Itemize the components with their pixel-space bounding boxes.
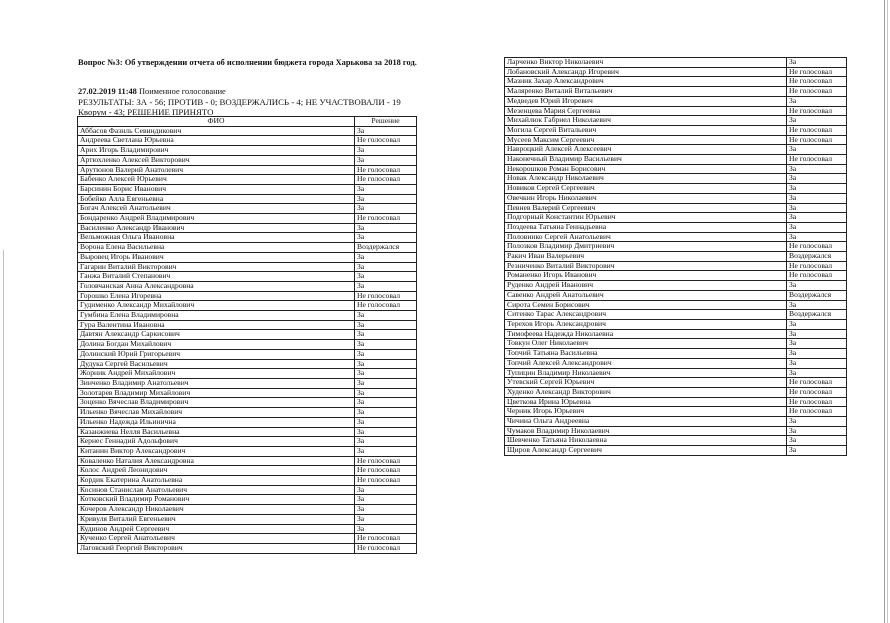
deputy-name: Артюхленко Алексей Викторович (78, 155, 355, 165)
vote-datetime-line (78, 87, 423, 97)
table-header-row (78, 117, 417, 127)
deputy-name: Василенко Александр Иванович (78, 223, 355, 233)
vote-decision: За (787, 426, 847, 436)
deputy-name: Котковский Владимир Романович (78, 495, 355, 505)
table-row (78, 524, 417, 534)
vote-decision: За (355, 146, 417, 156)
vote-decision: За (355, 184, 417, 194)
deputy-name: Могила Сергей Витальевич (505, 125, 787, 135)
deputy-name: Кернес Геннадий Адольфович (78, 437, 355, 447)
vote-decision: Не голосовал (787, 387, 847, 397)
vote-decision: Не голосовал (355, 136, 417, 146)
table-row (505, 242, 847, 252)
deputy-name: Тимофеева Надежда Николаевна (505, 329, 787, 339)
deputy-name: Овечкин Игорь Николаевич (505, 193, 787, 203)
table-row (78, 485, 417, 495)
table-row (505, 319, 847, 329)
deputy-name: Ситенко Тарас Александрович (505, 310, 787, 320)
table-row (505, 145, 847, 155)
table-row (505, 155, 847, 165)
deputy-name: Дудука Сергей Васильевич (78, 359, 355, 369)
deputy-name: Утевский Сергей Юрьевич (505, 378, 787, 388)
table-row (78, 311, 417, 321)
scan-edge-left (3, 250, 4, 623)
table-row (78, 408, 417, 418)
vote-decision: За (355, 378, 417, 388)
table-row (505, 174, 847, 184)
deputy-name: Черник Игорь Юрьевич (505, 407, 787, 417)
table-row (505, 271, 847, 281)
deputy-name: Долинский Юрий Григорьевич (78, 349, 355, 359)
vote-decision: За (355, 340, 417, 350)
deputy-name: Лаговский Георгий Викторович (78, 543, 355, 553)
vote-decision: Не голосовал (787, 135, 847, 145)
deputy-name: Головчанская Анна Александровна (78, 281, 355, 291)
deputy-name: Гумбина Елена Владимировна (78, 311, 355, 321)
vote-type: Поименное голосование (138, 87, 226, 96)
table-row (78, 359, 417, 369)
vote-decision: За (787, 446, 847, 456)
vote-decision: За (787, 358, 847, 368)
table-row (78, 165, 417, 175)
vote-decision: За (787, 116, 847, 126)
vote-decision: За (787, 203, 847, 213)
deputy-name: Щиров Александр Сергеевич (505, 446, 787, 456)
table-row (505, 387, 847, 397)
deputy-name: Богач Алексей Анатольевич (78, 204, 355, 214)
table-row (78, 291, 417, 301)
table-row (505, 87, 847, 97)
vote-decision: Не голосовал (787, 77, 847, 87)
vote-decision: За (355, 369, 417, 379)
table-row (78, 437, 417, 447)
deputy-name: Половинко Сергей Анатольевич (505, 232, 787, 242)
vote-decision: За (355, 330, 417, 340)
deputy-name: Романенко Игорь Иванович (505, 271, 787, 281)
vote-decision: За (787, 368, 847, 378)
deputy-name: Коваленко Наталия Александровна (78, 456, 355, 466)
table-row (78, 262, 417, 272)
table-row (78, 146, 417, 156)
vote-decision: Воздержался (787, 310, 847, 320)
vote-decision: Не голосовал (787, 155, 847, 165)
deputy-name: Чичина Ольга Андреевна (505, 417, 787, 427)
vote-decision: Не голосовал (787, 397, 847, 407)
deputy-name: Терехов Игорь Александрович (505, 319, 787, 329)
column-header-decision: Решение (355, 117, 417, 127)
results-counts: РЕЗУЛЬТАТЫ: ЗА - 56; ПРОТИВ - 0; ВОЗДЕРЖАЛИСЬ - 4; НЕ УЧАСТВОВАЛИ - 19 (78, 97, 401, 107)
deputy-name: Гура Валентина Ивановна (78, 320, 355, 330)
deputy-name: Аббасов Фазиль Севиндикович (78, 126, 355, 136)
deputy-name: Певнев Валерий Сергеевич (505, 203, 787, 213)
table-row (505, 358, 847, 368)
table-row (78, 514, 417, 524)
deputy-name: Лобановский Александр Игоревич (505, 67, 787, 77)
table-row (78, 194, 417, 204)
deputy-name: Вельможная Ольга Ивановна (78, 233, 355, 243)
vote-decision: За (787, 436, 847, 446)
vote-decision: Не голосовал (787, 106, 847, 116)
vote-decision: За (355, 505, 417, 515)
table-row (78, 417, 417, 427)
deputy-name: Гудименко Александр Михайлович (78, 301, 355, 311)
table-row (505, 203, 847, 213)
table-row (505, 446, 847, 456)
table-row (78, 281, 417, 291)
deputy-name: Мазник Захар Александрович (505, 77, 787, 87)
vote-results (78, 97, 423, 117)
deputy-name: Худенко Александр Викторович (505, 387, 787, 397)
deputy-name: Барсинин Борис Иванович (78, 184, 355, 194)
table-row (78, 476, 417, 486)
vote-decision: Воздержался (787, 290, 847, 300)
table-row (505, 96, 847, 106)
table-row (78, 272, 417, 282)
deputy-name: Михайлюк Габриел Николаевич (505, 116, 787, 126)
vote-decision: За (355, 417, 417, 427)
table-row (505, 135, 847, 145)
table-row (78, 378, 417, 388)
deputy-name: Кученко Сергей Анатольевич (78, 534, 355, 544)
vote-decision: Не голосовал (355, 456, 417, 466)
vote-decision: Не голосовал (355, 214, 417, 224)
table-row (78, 340, 417, 350)
table-row (78, 495, 417, 505)
deputy-name: Косинов Станислав Анатольевич (78, 485, 355, 495)
deputy-name: Казанжиева Нелля Васильевна (78, 427, 355, 437)
deputy-name: Ганжа Виталий Степанович (78, 272, 355, 282)
vote-decision: Не голосовал (787, 261, 847, 271)
vote-decision: За (355, 524, 417, 534)
vote-decision: Не голосовал (787, 407, 847, 417)
deputy-name: Товкун Олег Николаевич (505, 339, 787, 349)
table-row (505, 329, 847, 339)
vote-decision: За (787, 232, 847, 242)
vote-decision: Не голосовал (355, 534, 417, 544)
vote-decision: За (355, 427, 417, 437)
vote-decision: За (787, 349, 847, 359)
vote-decision: За (355, 388, 417, 398)
deputy-name: Медведев Юрий Игоревич (505, 96, 787, 106)
vote-decision: За (787, 213, 847, 223)
table-row (78, 175, 417, 185)
deputy-name: Кудинов Андрей Сергеевич (78, 524, 355, 534)
vote-decision: За (355, 320, 417, 330)
vote-decision: Не голосовал (355, 466, 417, 476)
table-row (78, 349, 417, 359)
deputy-name: Цветкова Ирина Юрьевна (505, 397, 787, 407)
deputy-name: Ракич Иван Валерьевич (505, 252, 787, 262)
deputy-name: Полозков Владимир Дмитриевич (505, 242, 787, 252)
table-row (78, 446, 417, 456)
table-row (505, 417, 847, 427)
table-row (505, 368, 847, 378)
deputy-name: Арутюнов Валерий Анатолевич (78, 165, 355, 175)
deputy-name: Топчий Татьяна Васильевна (505, 349, 787, 359)
table-row (78, 204, 417, 214)
vote-decision: Не голосовал (787, 271, 847, 281)
table-row (78, 388, 417, 398)
deputy-name: Некорошков Роман Борисович (505, 164, 787, 174)
results-quorum: Кворум - 43; РЕШЕНИЕ ПРИНЯТО (78, 107, 214, 117)
vote-decision: Не голосовал (787, 378, 847, 388)
table-row (505, 378, 847, 388)
table-row (78, 243, 417, 253)
deputy-name: Кордик Екатерина Анатольевна (78, 476, 355, 486)
table-row (505, 58, 847, 68)
vote-decision: За (787, 96, 847, 106)
table-row (505, 407, 847, 417)
vote-decision: Не голосовал (355, 476, 417, 486)
deputy-name: Кривуля Виталий Евгеньевич (78, 514, 355, 524)
deputy-name: Жорник Андрей Михайлович (78, 369, 355, 379)
deputy-name: Ларченко Виктор Николаевич (505, 58, 787, 68)
vote-decision: За (787, 145, 847, 155)
vote-decision: За (355, 437, 417, 447)
table-row (505, 426, 847, 436)
table-row (78, 330, 417, 340)
deputy-name: Ильенко Вячеслав Михайлович (78, 408, 355, 418)
deputy-name: Горошко Елена Игоревна (78, 291, 355, 301)
table-row (505, 193, 847, 203)
vote-decision: За (787, 417, 847, 427)
table-row (78, 155, 417, 165)
table-row (505, 164, 847, 174)
table-row (505, 125, 847, 135)
vote-decision: Воздержался (355, 243, 417, 253)
column-header-name: ФИО (78, 117, 355, 127)
vote-decision: За (355, 126, 417, 136)
table-row (505, 77, 847, 87)
deputy-name: Ворона Елена Васильевна (78, 243, 355, 253)
deputy-name: Выровец Игорь Иванович (78, 252, 355, 262)
deputy-name: Поздеева Татьяна Геннадьевна (505, 222, 787, 232)
scan-edge-right-outer (887, 0, 888, 623)
table-row (505, 310, 847, 320)
vote-decision: За (787, 174, 847, 184)
deputy-name: Долина Богдан Михайлович (78, 340, 355, 350)
deputy-name: Ильенко Надежда Ильинична (78, 417, 355, 427)
table-row (78, 456, 417, 466)
vote-table-left (77, 116, 417, 554)
deputy-name: Сирота Семен Борисович (505, 300, 787, 310)
vote-decision: За (355, 223, 417, 233)
deputy-name: Савенко Андрей Анатольевич (505, 290, 787, 300)
table-row (78, 223, 417, 233)
deputy-name: Золотарев Владимир Михайлович (78, 388, 355, 398)
deputy-name: Китанин Виктор Александрович (78, 446, 355, 456)
table-row (505, 300, 847, 310)
vote-decision: Воздержался (787, 252, 847, 262)
table-row (505, 339, 847, 349)
deputy-name: Кочеров Александр Николаевич (78, 505, 355, 515)
vote-decision: За (787, 300, 847, 310)
deputy-name: Навроцкий Алексей Алексеевич (505, 145, 787, 155)
table-row (78, 543, 417, 553)
deputy-name: Тупицин Владимир Николаевич (505, 368, 787, 378)
vote-decision: Не голосовал (355, 175, 417, 185)
table-row (78, 320, 417, 330)
table-row (505, 232, 847, 242)
deputy-name: Гагарин Виталий Викторович (78, 262, 355, 272)
vote-decision: Не голосовал (355, 165, 417, 175)
table-row (78, 369, 417, 379)
deputy-name: Новиков Сергей Сергеевич (505, 184, 787, 194)
table-row (505, 116, 847, 126)
table-row (78, 233, 417, 243)
deputy-name: Чумаков Владимир Николаевич (505, 426, 787, 436)
vote-decision: За (355, 194, 417, 204)
question-title: Вопрос №3: Об утверждении отчета об исполнении бюджета города Харькова за 2018 год. (78, 58, 417, 67)
table-row (505, 290, 847, 300)
vote-table-left-body (78, 126, 417, 553)
table-row (78, 214, 417, 224)
vote-decision: За (787, 164, 847, 174)
table-row (78, 126, 417, 136)
vote-decision: За (787, 222, 847, 232)
table-row (505, 436, 847, 446)
table-row (505, 67, 847, 77)
vote-decision: За (355, 311, 417, 321)
vote-decision: За (787, 319, 847, 329)
vote-decision: За (787, 339, 847, 349)
deputy-name: Андреева Светлана Юрьевна (78, 136, 355, 146)
vote-decision: За (355, 359, 417, 369)
deputy-name: Новак Александр Николаевич (505, 174, 787, 184)
vote-decision: За (355, 349, 417, 359)
table-row (505, 349, 847, 359)
vote-decision: За (355, 281, 417, 291)
vote-decision: За (355, 272, 417, 282)
table-row (505, 222, 847, 232)
deputy-name: Бабенко Алексей Юрьевич (78, 175, 355, 185)
deputy-name: Бобейко Алла Евгеньевна (78, 194, 355, 204)
vote-decision: Не голосовал (355, 301, 417, 311)
table-row (78, 301, 417, 311)
table-row (505, 281, 847, 291)
deputy-name: Маляренко Виталий Витальевич (505, 87, 787, 97)
vote-decision: За (787, 193, 847, 203)
vote-decision: За (787, 58, 847, 68)
scan-edge-right (884, 0, 885, 623)
vote-decision: Не голосовал (355, 291, 417, 301)
vote-decision: За (355, 398, 417, 408)
vote-decision: Не голосовал (355, 543, 417, 553)
deputy-name: Зинченко Владимир Анатольевич (78, 378, 355, 388)
vote-table-right (504, 57, 847, 456)
vote-decision: За (787, 184, 847, 194)
table-row (505, 213, 847, 223)
table-row (78, 466, 417, 476)
table-row (505, 261, 847, 271)
vote-decision: Не голосовал (787, 67, 847, 77)
table-row (78, 136, 417, 146)
table-row (505, 184, 847, 194)
table-row (78, 252, 417, 262)
vote-decision: За (355, 233, 417, 243)
vote-decision: За (355, 252, 417, 262)
table-row (505, 106, 847, 116)
vote-decision: За (355, 262, 417, 272)
deputy-name: Подгорный Константин Юрьевич (505, 213, 787, 223)
deputy-name: Бондаренко Андрей Владимирович (78, 214, 355, 224)
vote-decision: Не голосовал (787, 242, 847, 252)
table-row (505, 252, 847, 262)
vote-decision: За (355, 408, 417, 418)
vote-decision: За (355, 485, 417, 495)
table-row (78, 534, 417, 544)
table-row (78, 505, 417, 515)
vote-decision: За (355, 495, 417, 505)
deputy-name: Арих Игорь Владимирович (78, 146, 355, 156)
deputy-name: Наконечный Владимир Васильевич (505, 155, 787, 165)
vote-decision: За (355, 204, 417, 214)
deputy-name: Зоценко Вячеслав Владимирович (78, 398, 355, 408)
table-row (78, 398, 417, 408)
deputy-name: Мусеев Максим Сергеевич (505, 135, 787, 145)
vote-decision: За (787, 329, 847, 339)
vote-decision: За (355, 446, 417, 456)
table-row (78, 184, 417, 194)
deputy-name: Колос Андрей Леонидович (78, 466, 355, 476)
deputy-name: Шевченко Татьяна Николаевна (505, 436, 787, 446)
vote-decision: Не голосовал (787, 87, 847, 97)
vote-decision: За (787, 281, 847, 291)
deputy-name: Руденко Андрей Иванович (505, 281, 787, 291)
vote-decision: Не голосовал (787, 125, 847, 135)
deputy-name: Давтян Александр Саркисович (78, 330, 355, 340)
deputy-name: Мезенцева Мария Сергеевна (505, 106, 787, 116)
vote-table-right-body (505, 58, 847, 456)
table-row (78, 427, 417, 437)
vote-datetime: 27.02.2019 11:48 (78, 87, 137, 96)
deputy-name: Топчий Алексей Александрович (505, 358, 787, 368)
deputy-name: Резниченко Виталий Викторович (505, 261, 787, 271)
vote-decision: За (355, 155, 417, 165)
table-row (505, 397, 847, 407)
vote-decision: За (355, 514, 417, 524)
